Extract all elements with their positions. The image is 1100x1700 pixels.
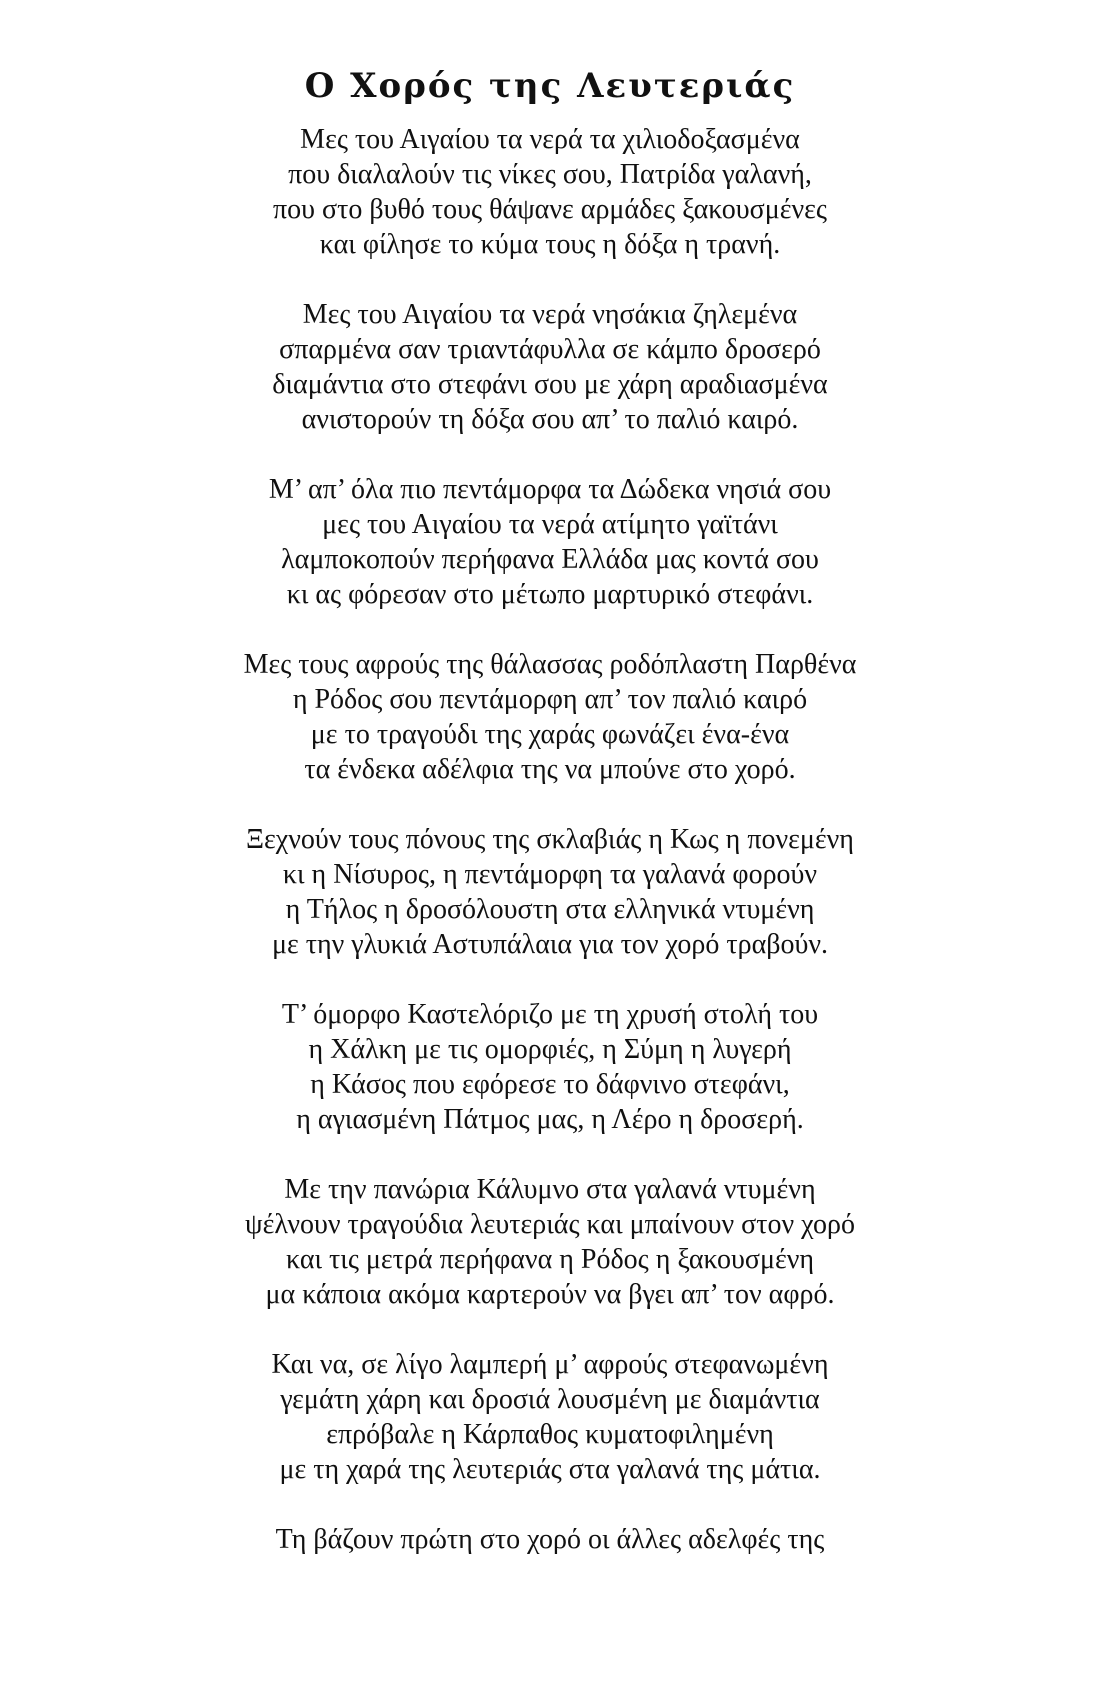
poem-line: η αγιασμένη Πάτμος μας, η Λέρο η δροσερή. — [296, 1104, 804, 1135]
stanza — [0, 997, 1100, 1137]
poem-line: Και να, σε λίγο λαμπερή μ’ αφρούς στεφανωμένη — [271, 1349, 829, 1380]
stanza — [0, 1347, 1100, 1487]
poem-line: σπαρμένα σαν τριαντάφυλλα σε κάμπο δροσερό — [279, 334, 821, 365]
poem-line: που διαλαλούν τις νίκες σου, Πατρίδα γαλανή, — [288, 159, 812, 190]
poem-line: με τη χαρά της λευτεριάς στα γαλανά της μάτια. — [279, 1454, 821, 1485]
poem-line: με το τραγούδι της χαράς φωνάζει ένα-ένα — [310, 719, 790, 750]
poem-line: Με την πανώρια Κάλυμνο στα γαλανά ντυμένη — [284, 1174, 816, 1205]
poem-line: κι ας φόρεσαν στο μέτωπο μαρτυρικό στεφάνι. — [286, 579, 814, 610]
poem-line: η Χάλκη με τις ομορφιές, η Σύμη η λυγερή — [308, 1034, 792, 1065]
poem-line: Μες του Αιγαίου τα νερά νησάκια ζηλεμένα — [302, 299, 798, 330]
poem-line: η Κάσος που εφόρεσε το δάφνινο στεφάνι, — [310, 1069, 790, 1100]
poem-line: με την γλυκιά Αστυπάλαια για τον χορό τραβούν. — [271, 929, 829, 960]
poem-line: και φίλησε το κύμα τους η δόξα η τρανή. — [319, 229, 781, 260]
poem-line: επρόβαλε η Κάρπαθος κυματοφιλημένη — [326, 1419, 774, 1450]
poem-line: Μες τους αφρούς της θάλασσας ροδόπλαστη Παρθένα — [243, 649, 857, 680]
poem-line: η Ρόδος σου πεντάμορφη απ’ τον παλιό καιρό — [292, 684, 808, 715]
stanza — [0, 1522, 1100, 1557]
stanza — [0, 472, 1100, 612]
stanza — [0, 297, 1100, 437]
poem-line: και τις μετρά περήφανα η Ρόδος η ξακουσμένη — [285, 1244, 815, 1275]
poem-line: Τη βάζουν πρώτη στο χορό οι άλλες αδελφές της — [275, 1524, 825, 1555]
poem-line: κι η Νίσυρος, η πεντάμορφη τα γαλανά φορούν — [282, 859, 818, 890]
poem-line: γεμάτη χάρη και δροσιά λουσμένη με διαμάντια — [280, 1384, 820, 1415]
poem-line: διαμάντια στο στεφάνι σου με χάρη αραδιασμένα — [272, 369, 828, 400]
poem-line: που στο βυθό τους θάψανε αρμάδες ξακουσμένες — [273, 194, 827, 225]
poem-line: μες του Αιγαίου τα νερά ατίμητο γαϊτάνι — [322, 509, 778, 540]
poem-body — [0, 122, 1100, 1557]
poem-line: Μ’ απ’ όλα πιο πεντάμορφα τα Δώδεκα νησιά σου — [268, 474, 832, 505]
poem-line: Τ’ όμορφο Καστελόριζο με τη χρυσή στολή του — [281, 999, 819, 1030]
poem-line: η Τήλος η δροσόλουστη στα ελληνικά ντυμένη — [285, 894, 815, 925]
poem-line: λαμποκοπούν περήφανα Ελλάδα μας κοντά σου — [281, 544, 819, 575]
poem-title: Ο Χορός της Λευτεριάς — [304, 66, 796, 106]
poem-line: ψέλνουν τραγούδια λευτεριάς και μπαίνουν στον χορό — [245, 1209, 855, 1240]
stanza — [0, 647, 1100, 787]
poem-line: τα ένδεκα αδέλφια της να μπούνε στο χορό. — [304, 754, 796, 785]
poem-line: ανιστορούν τη δόξα σου απ’ το παλιό καιρό. — [301, 404, 799, 435]
stanza — [0, 122, 1100, 262]
poem-line: Μες του Αιγαίου τα νερά τα χιλιοδοξασμένα — [300, 124, 800, 155]
stanza — [0, 1172, 1100, 1312]
poem-line: μα κάποια ακόμα καρτερούν να βγει απ’ τον αφρό. — [265, 1279, 835, 1310]
stanza — [0, 822, 1100, 962]
poem-line: Ξεχνούν τους πόνους της σκλαβιάς η Κως η πονεμένη — [246, 824, 854, 855]
